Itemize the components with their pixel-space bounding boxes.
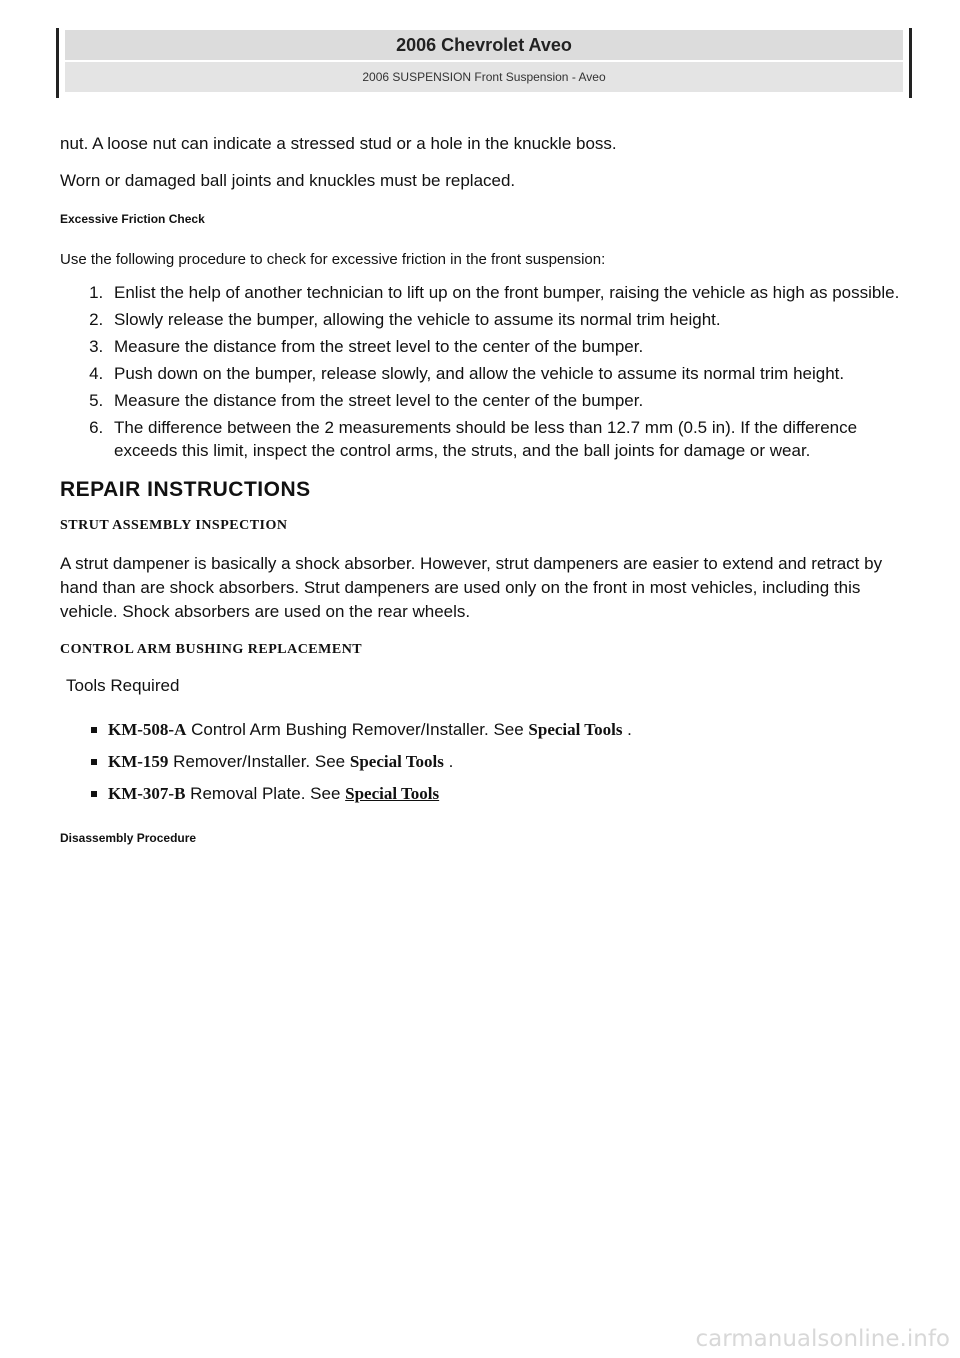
tool-description: Removal Plate. See <box>185 784 346 803</box>
step-item: 1. Enlist the help of another technician to lift up on the front bumper, raising the vehicle as high as possible. <box>108 281 910 304</box>
special-tools-link[interactable]: Special Tools <box>349 752 444 771</box>
tool-code: KM-159 <box>108 752 169 771</box>
special-tools-link[interactable]: Special Tools <box>345 784 440 803</box>
tools-list <box>60 718 910 805</box>
tool-code: KM-307-B <box>108 784 186 803</box>
tool-description: Control Arm Bushing Remover/Installer. See <box>186 720 529 739</box>
document-body <box>60 132 910 845</box>
header-title: 2006 Chevrolet Aveo <box>65 30 903 62</box>
header-subtitle: 2006 SUSPENSION Front Suspension - Aveo <box>65 62 903 92</box>
repair-instructions-heading: REPAIR INSTRUCTIONS <box>60 478 311 501</box>
step-item: 2. Slowly release the bumper, allowing the vehicle to assume its normal trim height. <box>108 308 910 331</box>
strut-inspection-heading: STRUT ASSEMBLY INSPECTION <box>60 518 288 533</box>
friction-check-steps <box>60 281 910 462</box>
page-header <box>56 28 912 98</box>
tool-item <box>108 782 910 805</box>
excessive-friction-intro: Use the following procedure to check for excessive friction in the front suspension: <box>60 251 606 268</box>
disassembly-procedure-heading: Disassembly Procedure <box>60 831 197 845</box>
watermark: carmanualsonline.info <box>695 1326 950 1352</box>
tool-end: . <box>622 720 632 739</box>
special-tools-link[interactable]: Special Tools <box>528 720 623 739</box>
paragraph-loose-nut: nut. A loose nut can indicate a stressed stud or a hole in the knuckle boss. <box>60 134 617 153</box>
bushing-replacement-heading: CONTROL ARM BUSHING REPLACEMENT <box>60 642 363 657</box>
tool-end: . <box>443 752 454 771</box>
step-item: 4. Push down on the bumper, release slowly, and allow the vehicle to assume its normal trim height. <box>108 362 910 385</box>
step-item: 5. Measure the distance from the street level to the center of the bumper. <box>108 389 910 412</box>
tools-required-heading: Tools Required <box>66 676 180 695</box>
strut-inspection-text: A strut dampener is basically a shock absorber. However, strut dampeners are easier to extend and retract by hand than are shock absorbers. Strut dampeners are used only on the front in most vehicles, including this vehicle. Shock absorbers are used on the rear wheels. <box>60 554 883 621</box>
tool-description: Remover/Installer. See <box>168 752 350 771</box>
step-item: 3. Measure the distance from the street level to the center of the bumper. <box>108 335 910 358</box>
excessive-friction-heading: Excessive Friction Check <box>60 212 205 226</box>
tool-code: KM-508-A <box>108 720 187 739</box>
paragraph-worn-parts: Worn or damaged ball joints and knuckles must be replaced. <box>60 171 516 190</box>
step-item: 6. The difference between the 2 measurements should be less than 12.7 mm (0.5 in). If the difference exceeds this limit, inspect the control arms, the struts, and the ball joints for damage or wear. <box>108 416 910 462</box>
tool-item <box>108 750 910 773</box>
tool-item <box>108 718 910 741</box>
